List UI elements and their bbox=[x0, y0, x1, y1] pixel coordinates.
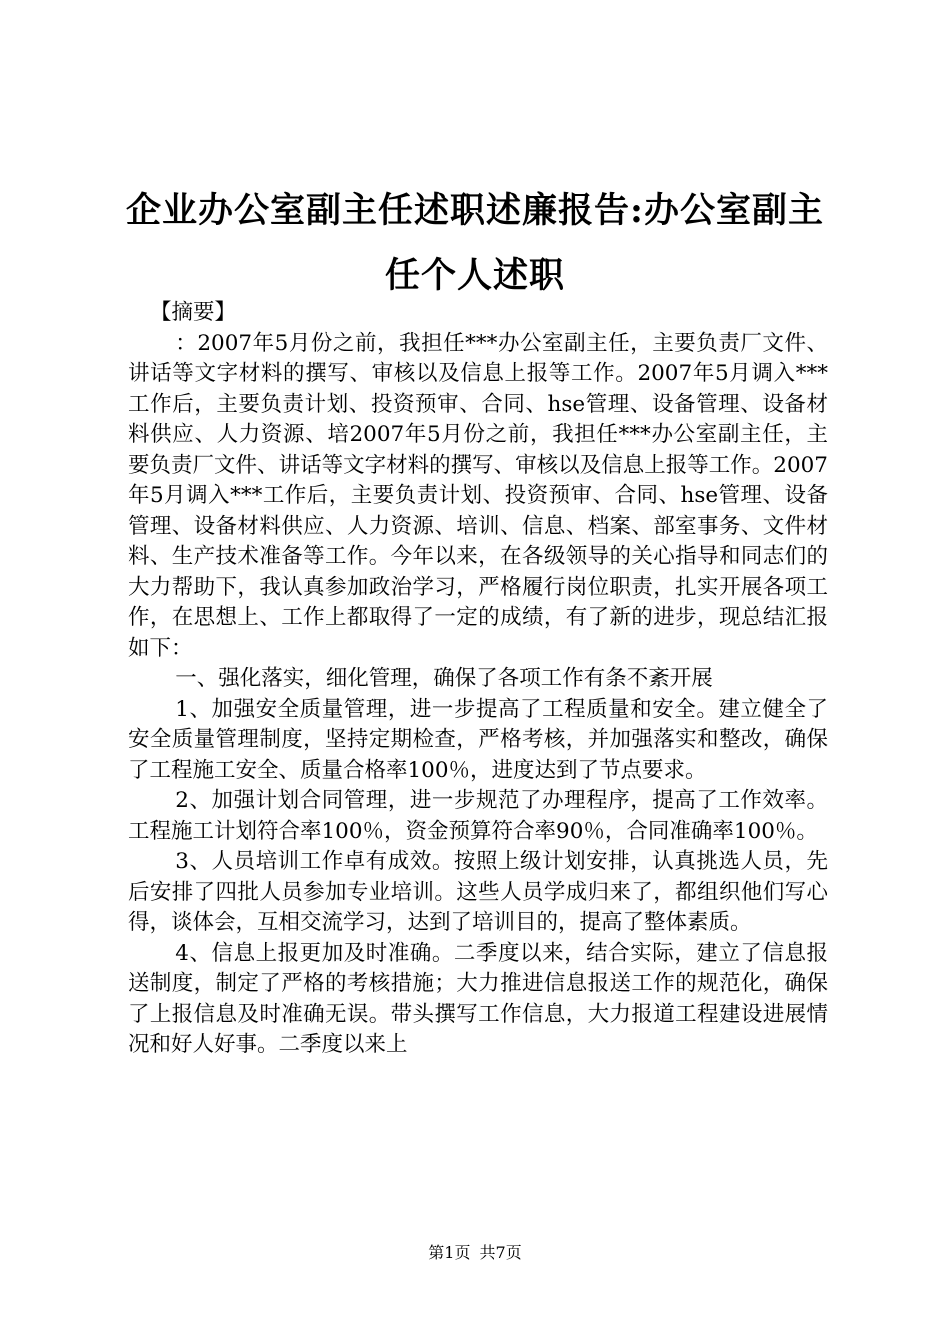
paragraph-intro: ：2007年5月份之前，我担任***办公室副主任，主要负责厂文件、讲话等文字材料的撰写、审核以及信息上报等工作。2007年5月调入***工作后，主要负责计划、投资预审、合同、hse管理、设备管理、设备材料供应、人力资源、培2007年5月份之前，我担任***办公室副主任，主要负责厂文件、讲话等文字材料的撰写、审核以及信息上报等工作。2007年5月调入***工作后，主要负责计划、投资预审、合同、hse管理、设备管理、设备材料供应、人力资源、培训、信息、档案、部室事务、文件材料、生产技术准备等工作。今年以来，在各级领导的关心指导和同志们的大力帮助下，我认真参加政治学习，严格履行岗位职责，扎实开展各项工作，在思想上、工作上都取得了一定的成绩，有了新的进步，现总结汇报如下： bbox=[128, 330, 828, 661]
paragraph-item-2: 2、加强计划合同管理，进一步规范了办理程序，提高了工作效率。工程施工计划符合率100％，资金预算符合率90％，合同准确率100％。 bbox=[128, 788, 828, 844]
section-heading-1: 一、强化落实，细化管理，确保了各项工作有条不紊开展 bbox=[175, 666, 713, 691]
document-body bbox=[128, 298, 828, 1061]
paragraph-item-1: 1、加强安全质量管理，进一步提高了工程质量和安全。建立健全了安全质量管理制度，坚持定期检查，严格考核，并加强落实和整改，确保了工程施工安全、质量合格率100％，进度达到了节点要求。 bbox=[128, 696, 828, 783]
page-number: 第1页 bbox=[428, 1243, 471, 1262]
paragraph-item-4: 4、信息上报更加及时准确。二季度以来，结合实际，建立了信息报送制度，制定了严格的考核措施；大力推进信息报送工作的规范化，确保了上报信息及时准确无误。带头撰写工作信息，大力报道工程建设进展情况和好人好事。二季度以来上 bbox=[128, 940, 828, 1057]
document-title: 企业办公室副主任述职述廉报告:办公室副主任个人述职 bbox=[126, 190, 824, 296]
page-footer bbox=[0, 1243, 950, 1263]
paragraph-item-3: 3、人员培训工作卓有成效。按照上级计划安排，认真挑选人员，先后安排了四批人员参加专业培训。这些人员学成归来了，都组织他们写心得，谈体会，互相交流学习，达到了培训目的，提高了整体素质。 bbox=[128, 849, 828, 935]
page-total: 共7页 bbox=[479, 1243, 522, 1262]
abstract-label: 【摘要】 bbox=[150, 300, 237, 325]
